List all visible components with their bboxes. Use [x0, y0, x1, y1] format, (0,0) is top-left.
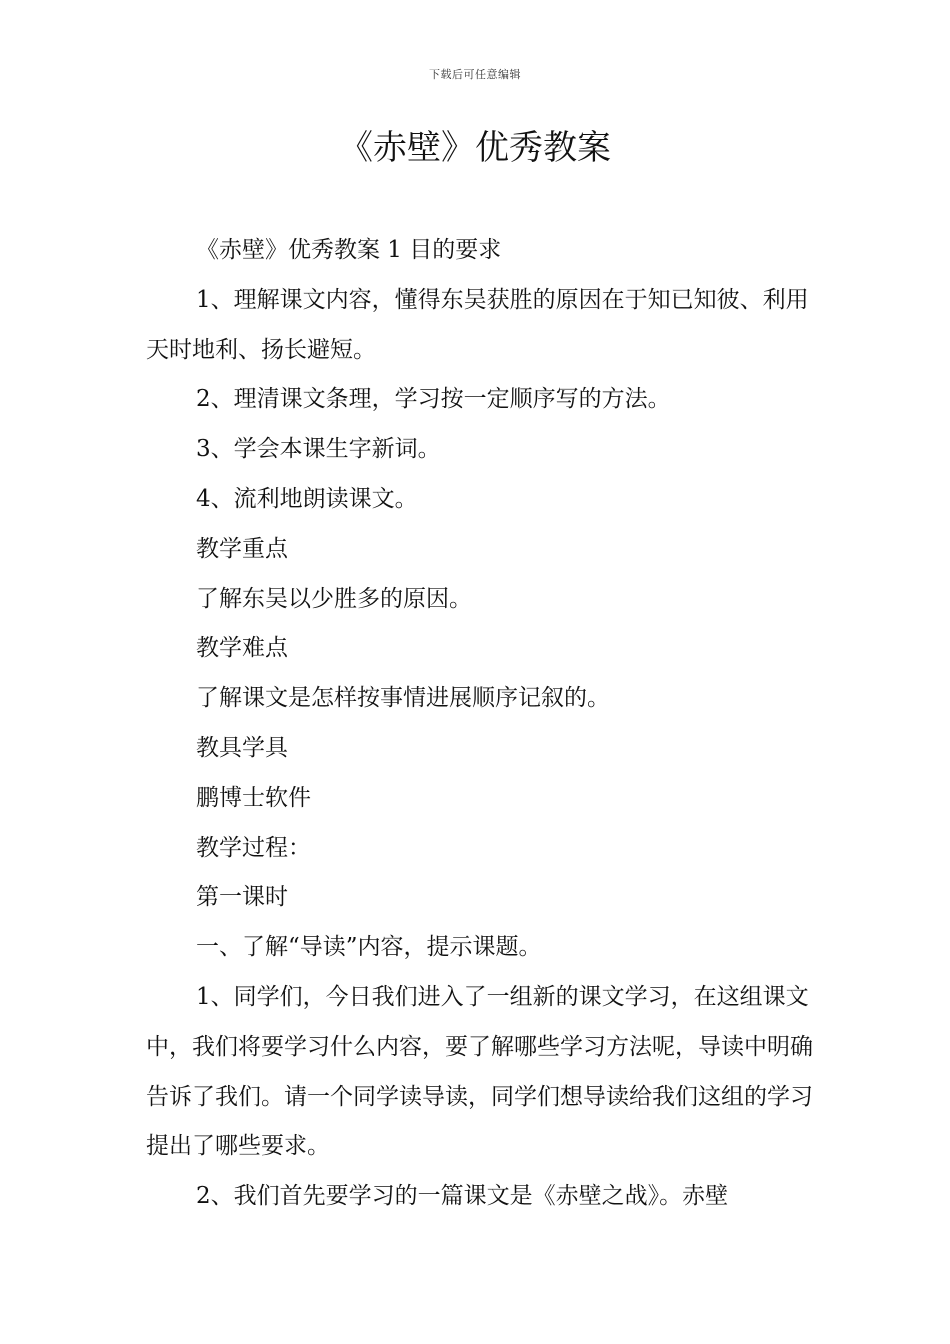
document-body — [146, 226, 816, 1222]
paragraph: 1、理解课文内容，懂得东吴获胜的原因在于知已知彼、利用天时地利、扬长避短。 — [146, 286, 809, 363]
section-heading: 教具学具 — [196, 734, 288, 761]
paragraph: 鹏博士软件 — [196, 784, 311, 811]
document-title: 《赤壁》优秀教案 — [339, 128, 611, 168]
paragraph: 了解课文是怎样按事情进展顺序记叙的。 — [196, 685, 610, 712]
section-heading: 教学过程： — [196, 834, 311, 861]
paragraph: 了解东吴以少胜多的原因。 — [196, 585, 472, 612]
section-heading: 教学重点 — [196, 535, 288, 562]
paragraph: 2、我们首先要学习的一篇课文是《赤壁之战》。赤壁 — [196, 1183, 729, 1210]
paragraph: 4、流利地朗读课文。 — [196, 485, 418, 512]
paragraph: 1、同学们，今日我们进入了一组新的课文学习，在这组课文中，我们将要学习什么内容，要了解哪些学习方法呢，导读中明确告诉了我们。请一个同学读导读，同学们想导读给我们这组的学习提出了哪些要求。 — [146, 983, 813, 1160]
section-heading: 教学难点 — [196, 635, 288, 662]
paragraph: 3、学会本课生字新词。 — [196, 436, 441, 463]
section-heading: 第一课时 — [196, 884, 288, 911]
paragraph: 《赤壁》优秀教案 1 目的要求 — [196, 237, 502, 263]
paragraph: 2、理清课文条理，学习按一定顺序写的方法。 — [196, 386, 671, 413]
page-header: 下载后可任意编辑 — [429, 68, 521, 81]
paragraph: 一、了解“导读”内容，提示课题。 — [196, 934, 542, 961]
